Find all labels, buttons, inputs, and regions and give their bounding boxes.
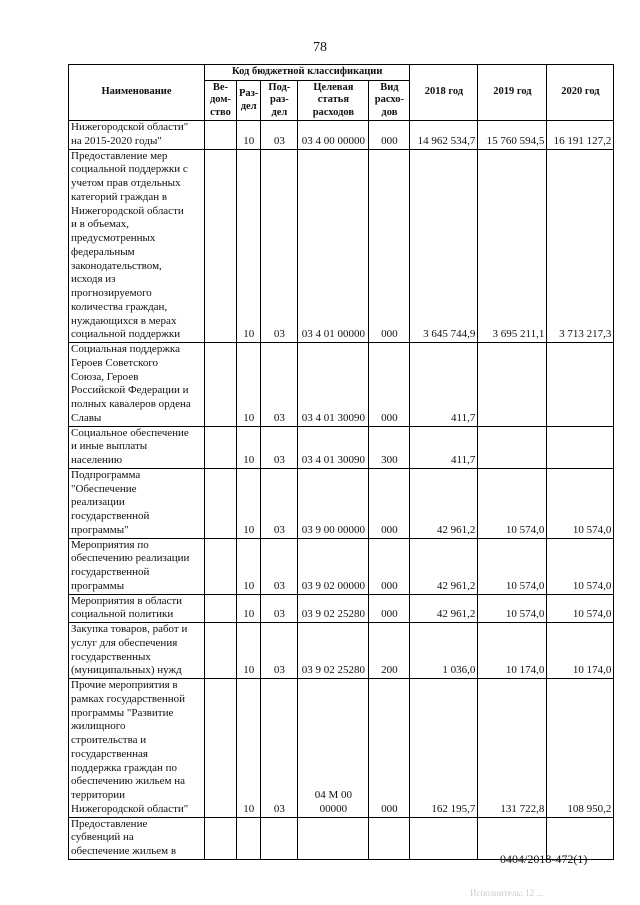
row-2019: 10 574,0 bbox=[478, 468, 547, 538]
row-name: Мероприятия в области социальной политики bbox=[69, 594, 205, 623]
row-name: Предоставление субвенций на обеспечение жильем в bbox=[69, 817, 205, 859]
row-2020: 10 574,0 bbox=[547, 594, 614, 623]
row-2018: 42 961,2 bbox=[410, 468, 478, 538]
row-podrazdel bbox=[261, 817, 298, 859]
row-2020: 16 191 127,2 bbox=[547, 121, 614, 150]
row-2019: 15 760 594,5 bbox=[478, 121, 547, 150]
row-podrazdel: 03 bbox=[261, 121, 298, 150]
row-razdel: 10 bbox=[237, 679, 261, 818]
row-razdel: 10 bbox=[237, 623, 261, 679]
row-name: Закупка товаров, работ и услуг для обеспечения государственных (муниципальных) нужд bbox=[69, 623, 205, 679]
row-vedomstvo bbox=[205, 149, 237, 343]
row-vedomstvo bbox=[205, 679, 237, 818]
row-tselevaya: 03 9 00 00000 bbox=[298, 468, 369, 538]
row-2020: 10 574,0 bbox=[547, 538, 614, 594]
row-vedomstvo bbox=[205, 468, 237, 538]
row-razdel bbox=[237, 817, 261, 859]
row-name: Социальное обеспечение и иные выплаты населению bbox=[69, 426, 205, 468]
row-tselevaya bbox=[298, 817, 369, 859]
row-tselevaya: 03 4 00 00000 bbox=[298, 121, 369, 150]
row-vid: 200 bbox=[369, 623, 410, 679]
table-row bbox=[69, 679, 614, 818]
row-tselevaya: 04 М 00 00000 bbox=[298, 679, 369, 818]
table-row bbox=[69, 623, 614, 679]
row-2018 bbox=[410, 817, 478, 859]
row-2020: 10 174,0 bbox=[547, 623, 614, 679]
row-2019: 3 695 211,1 bbox=[478, 149, 547, 343]
row-vedomstvo bbox=[205, 594, 237, 623]
row-podrazdel: 03 bbox=[261, 149, 298, 343]
row-podrazdel: 03 bbox=[261, 538, 298, 594]
row-razdel: 10 bbox=[237, 594, 261, 623]
header-podrazdel: Под- раз- дел bbox=[261, 81, 298, 121]
row-podrazdel: 03 bbox=[261, 679, 298, 818]
row-podrazdel: 03 bbox=[261, 468, 298, 538]
table-row bbox=[69, 149, 614, 343]
table-row bbox=[69, 426, 614, 468]
document-code: 0404/2018-472(1) bbox=[500, 852, 588, 866]
row-tselevaya: 03 4 01 00000 bbox=[298, 149, 369, 343]
row-2019 bbox=[478, 426, 547, 468]
budget-table bbox=[68, 64, 614, 860]
row-razdel: 10 bbox=[237, 426, 261, 468]
row-2020: 108 950,2 bbox=[547, 679, 614, 818]
row-2018: 42 961,2 bbox=[410, 538, 478, 594]
header-2018: 2018 год bbox=[410, 65, 478, 121]
table-row bbox=[69, 121, 614, 150]
header-tselevaya: Целевая статья расходов bbox=[298, 81, 369, 121]
row-name: Подпрограмма "Обеспечение реализации государственной программы" bbox=[69, 468, 205, 538]
row-tselevaya: 03 4 01 30090 bbox=[298, 343, 369, 427]
header-2019: 2019 год bbox=[478, 65, 547, 121]
row-podrazdel: 03 bbox=[261, 594, 298, 623]
header-2020: 2020 год bbox=[547, 65, 614, 121]
row-2019: 131 722,8 bbox=[478, 679, 547, 818]
row-2018: 411,7 bbox=[410, 426, 478, 468]
header-razdel: Раз- дел bbox=[237, 81, 261, 121]
row-razdel: 10 bbox=[237, 343, 261, 427]
row-2020: 10 574,0 bbox=[547, 468, 614, 538]
row-2019 bbox=[478, 343, 547, 427]
row-podrazdel: 03 bbox=[261, 426, 298, 468]
table-row bbox=[69, 468, 614, 538]
row-razdel: 10 bbox=[237, 121, 261, 150]
page-number: 78 bbox=[313, 40, 327, 55]
footer-faint-text: Исполнитель: 12 ... bbox=[470, 888, 544, 898]
row-vedomstvo bbox=[205, 623, 237, 679]
row-razdel: 10 bbox=[237, 468, 261, 538]
row-vedomstvo bbox=[205, 817, 237, 859]
row-name: Социальная поддержка Героев Советского Союза, Героев Российской Федерации и полных кавалеров ордена Славы bbox=[69, 343, 205, 427]
row-tselevaya: 03 9 02 25280 bbox=[298, 594, 369, 623]
row-vid: 000 bbox=[369, 594, 410, 623]
table-row bbox=[69, 594, 614, 623]
row-2020: 3 713 217,3 bbox=[547, 149, 614, 343]
row-name: Мероприятия по обеспечению реализации государственной программы bbox=[69, 538, 205, 594]
row-tselevaya: 03 9 02 00000 bbox=[298, 538, 369, 594]
row-vid bbox=[369, 817, 410, 859]
row-2020 bbox=[547, 426, 614, 468]
row-2018: 14 962 534,7 bbox=[410, 121, 478, 150]
row-name: Прочие мероприятия в рамках государственной программы "Развитие жилищного строительства и государственная поддержка граждан по обеспечению жильем на территории Нижегородской области" bbox=[69, 679, 205, 818]
row-name: Нижегородской области" на 2015-2020 годы" bbox=[69, 121, 205, 150]
row-razdel: 10 bbox=[237, 538, 261, 594]
row-2019: 10 574,0 bbox=[478, 538, 547, 594]
row-vedomstvo bbox=[205, 538, 237, 594]
row-tselevaya: 03 4 01 30090 bbox=[298, 426, 369, 468]
row-2019: 10 574,0 bbox=[478, 594, 547, 623]
row-razdel: 10 bbox=[237, 149, 261, 343]
row-vid: 000 bbox=[369, 679, 410, 818]
header-code-group: Код бюджетной классификации bbox=[205, 65, 410, 81]
row-vid: 000 bbox=[369, 538, 410, 594]
row-2020 bbox=[547, 343, 614, 427]
header-vid: Вид расхо- дов bbox=[369, 81, 410, 121]
table-row bbox=[69, 538, 614, 594]
row-name: Предоставление мер социальной поддержки с учетом прав отдельных категорий граждан в Нижегородской области и в объемах, предусмотренных федеральным законодательством, исходя из прогнозируемого количества граждан, нуждающихся в мерах социальной поддержки bbox=[69, 149, 205, 343]
row-vid: 000 bbox=[369, 468, 410, 538]
row-vid: 300 bbox=[369, 426, 410, 468]
row-podrazdel: 03 bbox=[261, 343, 298, 427]
row-podrazdel: 03 bbox=[261, 623, 298, 679]
header-name: Наименование bbox=[69, 65, 205, 121]
row-vid: 000 bbox=[369, 121, 410, 150]
row-2018: 1 036,0 bbox=[410, 623, 478, 679]
header-vedomstvo: Ве- дом- ство bbox=[205, 81, 237, 121]
row-vedomstvo bbox=[205, 426, 237, 468]
table-row bbox=[69, 343, 614, 427]
row-2018: 162 195,7 bbox=[410, 679, 478, 818]
row-tselevaya: 03 9 02 25280 bbox=[298, 623, 369, 679]
row-vedomstvo bbox=[205, 343, 237, 427]
row-vid: 000 bbox=[369, 343, 410, 427]
row-2019: 10 174,0 bbox=[478, 623, 547, 679]
row-2018: 411,7 bbox=[410, 343, 478, 427]
row-vedomstvo bbox=[205, 121, 237, 150]
row-vid: 000 bbox=[369, 149, 410, 343]
row-2018: 3 645 744,9 bbox=[410, 149, 478, 343]
row-2018: 42 961,2 bbox=[410, 594, 478, 623]
